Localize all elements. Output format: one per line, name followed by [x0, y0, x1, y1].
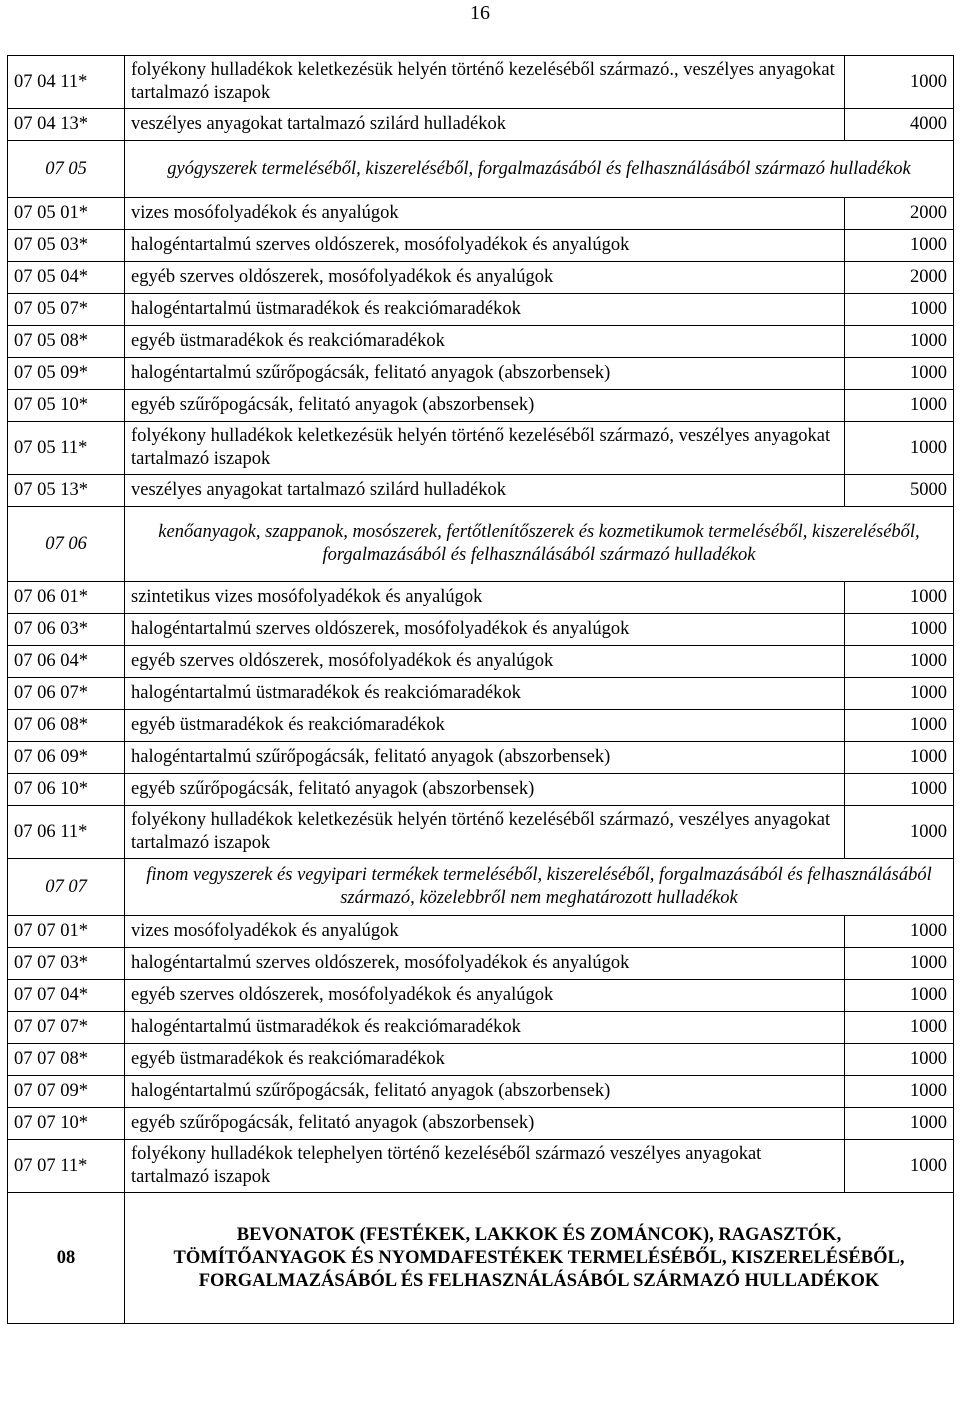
waste-code: 07 05 03*	[8, 230, 125, 262]
waste-quantity: 1000	[845, 948, 954, 980]
waste-description: veszélyes anyagokat tartalmazó szilárd hulladékok	[125, 109, 845, 141]
waste-quantity: 1000	[845, 916, 954, 948]
waste-code: 07 07 09*	[8, 1076, 125, 1108]
waste-code: 07 07 01*	[8, 916, 125, 948]
waste-quantity: 1000	[845, 710, 954, 742]
waste-quantity: 2000	[845, 262, 954, 294]
waste-description: vizes mosófolyadékok és anyalúgok	[125, 198, 845, 230]
waste-code: 07 04 11*	[8, 56, 125, 109]
waste-code: 07 06 07*	[8, 678, 125, 710]
group-code: 07 05	[8, 141, 125, 198]
waste-code: 07 06 01*	[8, 582, 125, 614]
waste-code: 07 05 13*	[8, 475, 125, 507]
waste-description: egyéb üstmaradékok és reakciómaradékok	[125, 326, 845, 358]
waste-description: egyéb szűrőpogácsák, felitató anyagok (abszorbensek)	[125, 774, 845, 806]
table-row	[8, 1140, 954, 1193]
waste-code: 07 05 09*	[8, 358, 125, 390]
waste-description: halogéntartalmú szerves oldószerek, mosófolyadékok és anyalúgok	[125, 614, 845, 646]
group-code: 07 07	[8, 859, 125, 916]
waste-code: 07 07 04*	[8, 980, 125, 1012]
waste-code: 07 06 09*	[8, 742, 125, 774]
group-title: gyógyszerek termeléséből, kiszereléséből, forgalmazásából és felhasználásából származó hulladékok	[125, 141, 954, 198]
table-row	[8, 1076, 954, 1108]
group-title: finom vegyszerek és vegyipari termékek termeléséből, kiszereléséből, forgalmazásából és felhasználásából származó, közelebbről nem meghatározott hulladékok	[125, 859, 954, 916]
waste-code: 07 04 13*	[8, 109, 125, 141]
waste-quantity: 1000	[845, 326, 954, 358]
waste-description: folyékony hulladékok keletkezésük helyén történő kezeléséből származó., veszélyes anyagokat tartalmazó iszapok	[125, 56, 845, 109]
table-row	[8, 774, 954, 806]
waste-description: egyéb szerves oldószerek, mosófolyadékok és anyalúgok	[125, 646, 845, 678]
waste-quantity: 1000	[845, 56, 954, 109]
table-row	[8, 262, 954, 294]
table-row	[8, 475, 954, 507]
table-row	[8, 198, 954, 230]
waste-description: egyéb üstmaradékok és reakciómaradékok	[125, 1044, 845, 1076]
waste-code: 07 05 01*	[8, 198, 125, 230]
waste-description: egyéb szerves oldószerek, mosófolyadékok és anyalúgok	[125, 262, 845, 294]
group-title: kenőanyagok, szappanok, mosószerek, fertőtlenítőszerek és kozmetikumok termeléséből, kiszereléséből, forgalmazásából és felhasználásából származó hulladékok	[125, 507, 954, 582]
table-row	[8, 614, 954, 646]
waste-code: 07 05 08*	[8, 326, 125, 358]
table-row	[8, 646, 954, 678]
waste-code: 07 05 11*	[8, 422, 125, 475]
waste-quantity: 1000	[845, 358, 954, 390]
waste-code: 07 06 10*	[8, 774, 125, 806]
waste-code: 07 05 04*	[8, 262, 125, 294]
waste-code: 07 07 10*	[8, 1108, 125, 1140]
waste-quantity: 1000	[845, 1044, 954, 1076]
table-row	[8, 1044, 954, 1076]
waste-description: egyéb üstmaradékok és reakciómaradékok	[125, 710, 845, 742]
waste-code: 07 07 11*	[8, 1140, 125, 1193]
chapter-code: 08	[8, 1193, 125, 1324]
chapter-header-row	[8, 1193, 954, 1324]
waste-code: 07 05 07*	[8, 294, 125, 326]
waste-quantity: 1000	[845, 1108, 954, 1140]
table-row	[8, 948, 954, 980]
waste-quantity: 1000	[845, 1076, 954, 1108]
group-header-row	[8, 859, 954, 916]
table-row	[8, 294, 954, 326]
waste-quantity: 1000	[845, 1140, 954, 1193]
waste-description: vizes mosófolyadékok és anyalúgok	[125, 916, 845, 948]
waste-description: veszélyes anyagokat tartalmazó szilárd hulladékok	[125, 475, 845, 507]
waste-quantity: 1000	[845, 980, 954, 1012]
table-row	[8, 326, 954, 358]
waste-quantity: 1000	[845, 742, 954, 774]
waste-description: halogéntartalmú szűrőpogácsák, felitató anyagok (abszorbensek)	[125, 742, 845, 774]
waste-code: 07 06 03*	[8, 614, 125, 646]
waste-quantity: 1000	[845, 646, 954, 678]
waste-quantity: 1000	[845, 294, 954, 326]
waste-description: egyéb szűrőpogácsák, felitató anyagok (abszorbensek)	[125, 390, 845, 422]
waste-description: folyékony hulladékok keletkezésük helyén történő kezeléséből származó, veszélyes anyagokat tartalmazó iszapok	[125, 422, 845, 475]
waste-description: halogéntartalmú szerves oldószerek, mosófolyadékok és anyalúgok	[125, 948, 845, 980]
waste-code: 07 06 04*	[8, 646, 125, 678]
page-number: 16	[470, 2, 490, 24]
waste-quantity: 1000	[845, 614, 954, 646]
waste-code: 07 07 03*	[8, 948, 125, 980]
table-row	[8, 1108, 954, 1140]
table-row	[8, 742, 954, 774]
waste-code-table	[7, 55, 954, 1324]
table-row	[8, 678, 954, 710]
group-code: 07 06	[8, 507, 125, 582]
waste-quantity: 5000	[845, 475, 954, 507]
table-row	[8, 390, 954, 422]
waste-code: 07 06 11*	[8, 806, 125, 859]
table-row	[8, 109, 954, 141]
waste-quantity: 1000	[845, 774, 954, 806]
waste-quantity: 1000	[845, 422, 954, 475]
table-row	[8, 422, 954, 475]
waste-description: halogéntartalmú szerves oldószerek, mosófolyadékok és anyalúgok	[125, 230, 845, 262]
table-row	[8, 56, 954, 109]
waste-description: egyéb szűrőpogácsák, felitató anyagok (abszorbensek)	[125, 1108, 845, 1140]
waste-quantity: 1000	[845, 582, 954, 614]
waste-quantity: 2000	[845, 198, 954, 230]
table-row	[8, 1012, 954, 1044]
waste-description: szintetikus vizes mosófolyadékok és anyalúgok	[125, 582, 845, 614]
waste-code: 07 06 08*	[8, 710, 125, 742]
table-row	[8, 358, 954, 390]
waste-quantity: 1000	[845, 390, 954, 422]
waste-description: folyékony hulladékok keletkezésük helyén történő kezeléséből származó, veszélyes anyagokat tartalmazó iszapok	[125, 806, 845, 859]
waste-quantity: 1000	[845, 806, 954, 859]
table-row	[8, 582, 954, 614]
waste-description: halogéntartalmú szűrőpogácsák, felitató anyagok (abszorbensek)	[125, 358, 845, 390]
group-header-row	[8, 507, 954, 582]
group-header-row	[8, 141, 954, 198]
table-row	[8, 916, 954, 948]
waste-quantity: 1000	[845, 678, 954, 710]
waste-quantity: 1000	[845, 230, 954, 262]
waste-description: halogéntartalmú üstmaradékok és reakciómaradékok	[125, 1012, 845, 1044]
table-row	[8, 710, 954, 742]
chapter-title: BEVONATOK (FESTÉKEK, LAKKOK ÉS ZOMÁNCOK), RAGASZTÓK, TÖMÍTŐANYAGOK ÉS NYOMDAFESTÉKEK TERMELÉSÉBŐL, KISZERELÉSÉBŐL, FORGALMAZÁSÁBÓL ÉS FELHASZNÁLÁSÁBÓL SZÁRMAZÓ HULLADÉKOK	[125, 1193, 954, 1324]
table-row	[8, 980, 954, 1012]
waste-description: halogéntartalmú üstmaradékok és reakciómaradékok	[125, 294, 845, 326]
waste-description: folyékony hulladékok telephelyen történő kezeléséből származó veszélyes anyagokat tartalmazó iszapok	[125, 1140, 845, 1193]
waste-description: egyéb szerves oldószerek, mosófolyadékok és anyalúgok	[125, 980, 845, 1012]
waste-description: halogéntartalmú szűrőpogácsák, felitató anyagok (abszorbensek)	[125, 1076, 845, 1108]
waste-code: 07 07 08*	[8, 1044, 125, 1076]
table-row	[8, 806, 954, 859]
waste-code: 07 05 10*	[8, 390, 125, 422]
waste-quantity: 1000	[845, 1012, 954, 1044]
waste-description: halogéntartalmú üstmaradékok és reakciómaradékok	[125, 678, 845, 710]
table-row	[8, 230, 954, 262]
waste-code: 07 07 07*	[8, 1012, 125, 1044]
waste-quantity: 4000	[845, 109, 954, 141]
